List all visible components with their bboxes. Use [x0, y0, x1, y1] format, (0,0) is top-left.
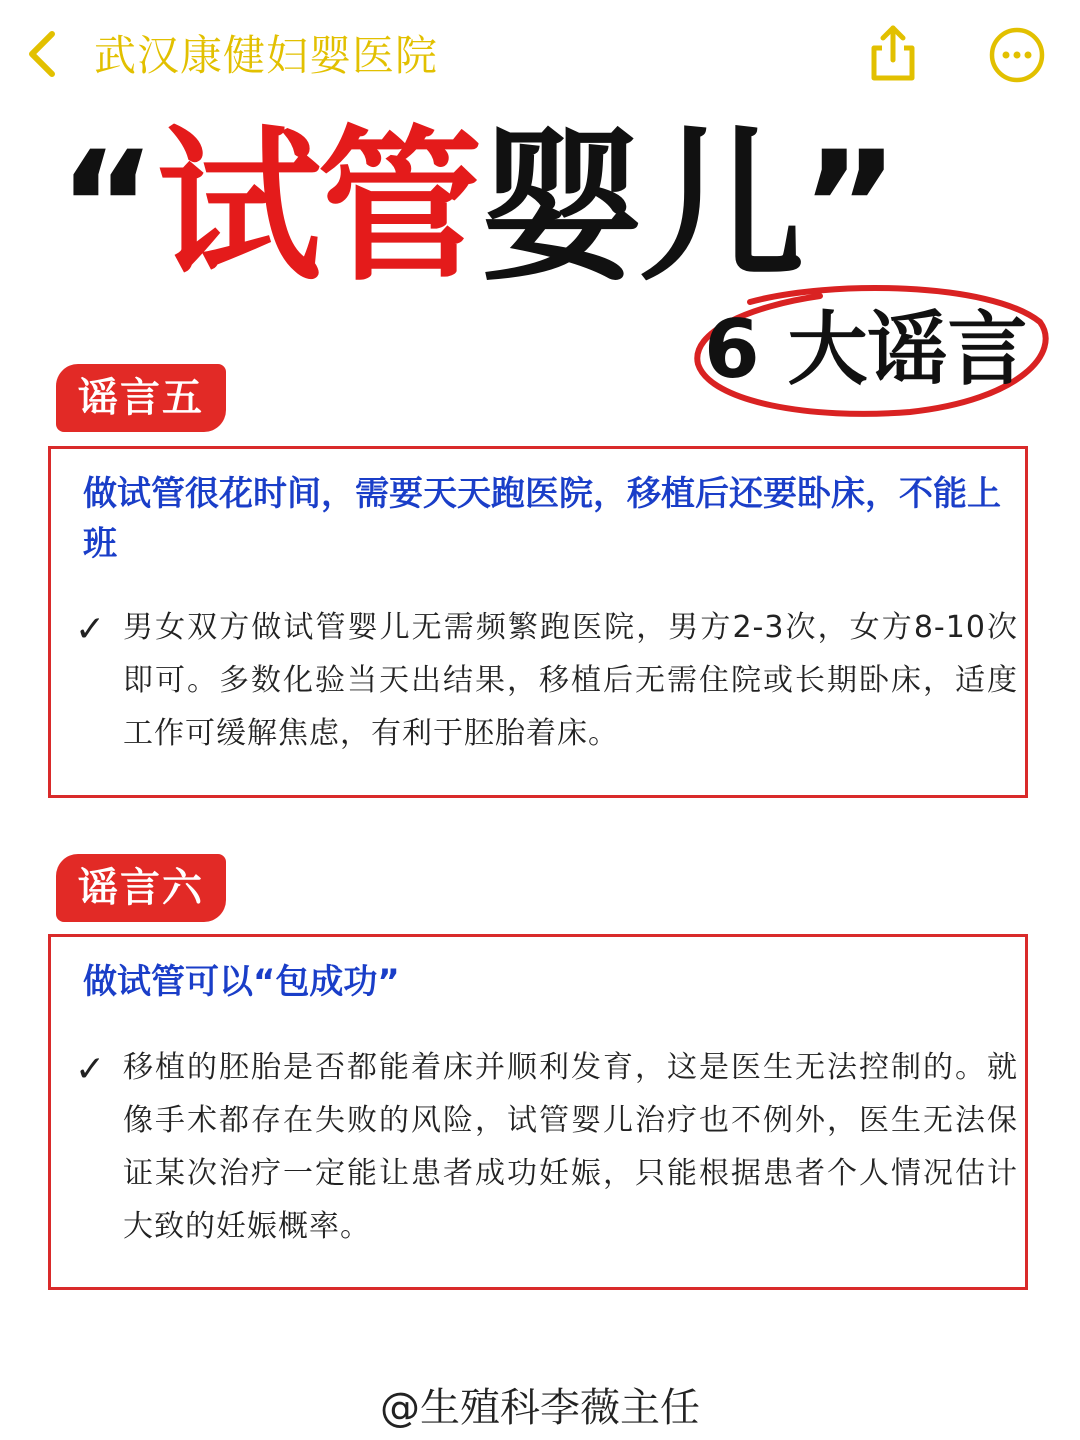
more-button[interactable]	[988, 26, 1046, 84]
more-icon	[988, 26, 1046, 84]
author-credit: @生殖科李薇主任	[380, 1385, 700, 1431]
section-tag: 谣言六	[56, 854, 226, 922]
chevron-left-icon	[22, 28, 66, 80]
hero-title-black: 婴儿	[478, 111, 801, 303]
myth-answer: 男女双方做试管婴儿无需频繁跑医院，男方2-3次，女方8-10次即可。多数化验当天出结果，移植后无需住院或长期卧床，适度工作可缓解焦虑，有利于胚胎着床。	[123, 610, 1018, 751]
hero-subtitle: 6 大谣言	[704, 303, 1028, 396]
myth-answer: 移植的胚胎是否都能着床并顺利发育，这是医生无法控制的。就像手术都存在失败的风险，试管婴儿治疗也不例外，医生无法保证某次治疗一定能让患者成功妊娠，只能根据患者个人情况估计大致的妊娠概率。	[123, 1050, 1018, 1244]
top-bar	[0, 0, 1080, 110]
section-tag: 谣言五	[56, 364, 226, 432]
check-icon: ✓	[75, 1049, 106, 1090]
myth-card	[48, 446, 1028, 798]
hero-title-red: 试管	[156, 111, 479, 303]
share-icon	[864, 22, 922, 84]
myth-question: 做试管可以“包成功”	[83, 962, 400, 1002]
close-quote: ”	[800, 120, 900, 294]
share-button[interactable]	[864, 22, 922, 84]
myth-card	[48, 934, 1028, 1290]
check-icon: ✓	[75, 609, 106, 650]
header-title: 武汉康健妇婴医院	[94, 31, 439, 80]
myth-question: 做试管很花时间，需要天天跑医院，移植后还要卧床，不能上班	[83, 474, 1001, 564]
hero-title	[58, 112, 1018, 302]
back-button[interactable]	[22, 28, 66, 80]
open-quote: “	[58, 120, 157, 294]
